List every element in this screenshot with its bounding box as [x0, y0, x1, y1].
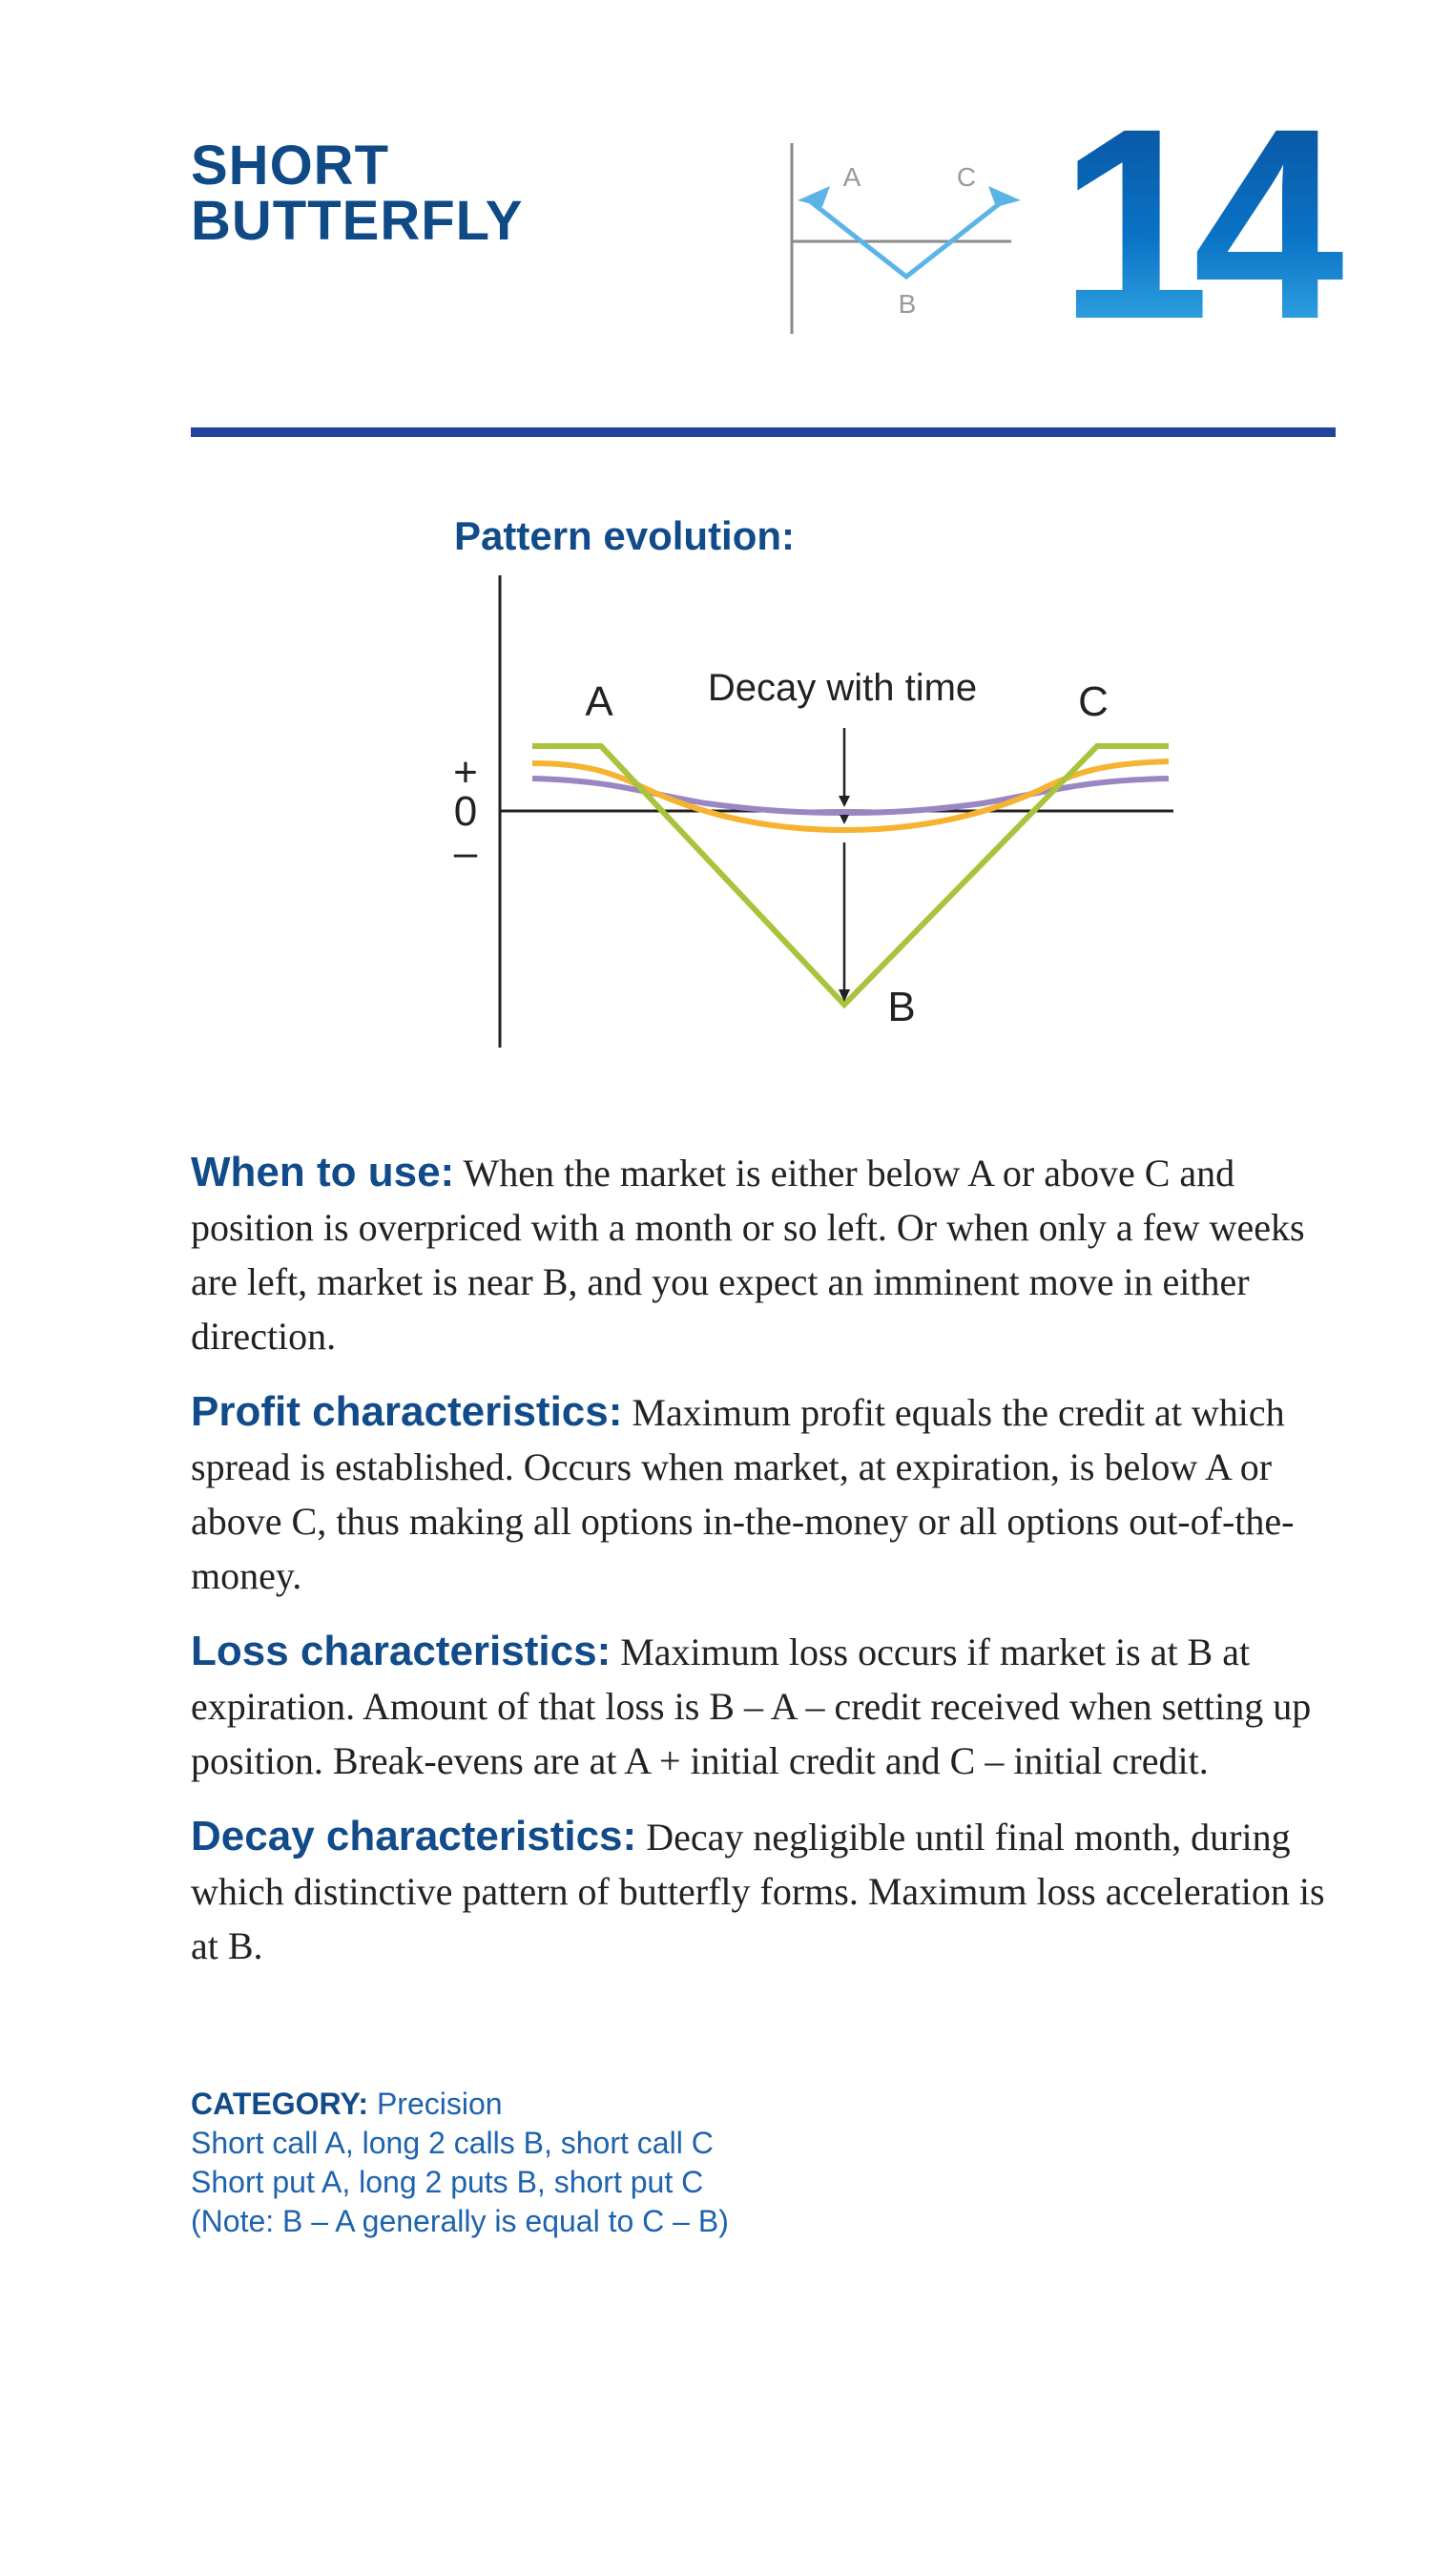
title-line-2: BUTTERFLY	[191, 190, 524, 252]
strategy-title	[191, 135, 591, 252]
icon-label-c: C	[956, 162, 977, 192]
category-value: Precision	[376, 2087, 503, 2121]
category-block	[191, 2085, 1145, 2241]
when-to-use-section	[191, 1145, 1345, 1363]
position-put-line: Short put A, long 2 puts B, short put C	[191, 2165, 704, 2199]
decay-arrow-head-top	[839, 796, 850, 807]
point-label-c: C	[1078, 678, 1109, 725]
point-label-b: B	[887, 984, 916, 1030]
icon-label-b: B	[898, 289, 917, 319]
header-divider	[191, 427, 1336, 437]
section-text: Maximum loss occurs if market is at B at expiration. Amount of that loss is B – A – credit received when setting up position. Break-evens are at A + initial credit and C – initial credit.	[191, 1631, 1312, 1782]
icon-label-a: A	[842, 162, 861, 192]
page-number: 14	[1059, 91, 1345, 358]
axis-minus-mark: –	[453, 829, 478, 876]
position-note-line: (Note: B – A generally is equal to C – B)	[191, 2204, 729, 2238]
section-heading: Decay characteristics:	[191, 1813, 637, 1859]
strategy-description	[191, 1145, 1345, 1994]
far-term-curve	[532, 779, 1169, 813]
strategy-icon-diagram	[782, 138, 1040, 339]
pattern-evolution-chart	[439, 571, 1202, 1057]
decay-arrow-head-mid	[840, 815, 849, 824]
profit-characteristics-section	[191, 1384, 1345, 1603]
point-label-a: A	[585, 678, 613, 725]
axis-zero-mark: 0	[453, 788, 478, 835]
decay-characteristics-section	[191, 1809, 1345, 1973]
icon-arrow-left	[798, 186, 830, 207]
section-heading: Profit characteristics:	[191, 1388, 623, 1435]
axis-plus-mark: +	[453, 749, 478, 796]
position-call-line: Short call A, long 2 calls B, short call C	[191, 2126, 714, 2160]
icon-arrow-right	[988, 186, 1021, 207]
icon-payoff-line	[809, 200, 1004, 277]
decay-with-time-label: Decay with time	[707, 667, 978, 709]
section-text: Maximum profit equals the credit at which spread is established. Occurs when market, at expiration, is below A or above C, thus making all options in-the-money or all options out-of-the-money.	[191, 1391, 1295, 1597]
category-line	[191, 2085, 1145, 2124]
section-heading: When to use:	[191, 1149, 455, 1195]
section-text: Decay negligible until final month, during which distinctive pattern of butterfly forms. Maximum loss acceleration is at B.	[191, 1816, 1325, 1967]
section-heading: Loss characteristics:	[191, 1628, 612, 1674]
pattern-heading: Pattern evolution:	[454, 513, 796, 558]
section-text: When the market is either below A or above C and position is overpriced with a month or so left. Or when only a few weeks are left, market is near B, and you expect an imminent move in either direction.	[191, 1152, 1305, 1358]
title-line-1: SHORT	[191, 135, 389, 197]
category-label: CATEGORY:	[191, 2087, 369, 2121]
loss-characteristics-section	[191, 1624, 1345, 1788]
